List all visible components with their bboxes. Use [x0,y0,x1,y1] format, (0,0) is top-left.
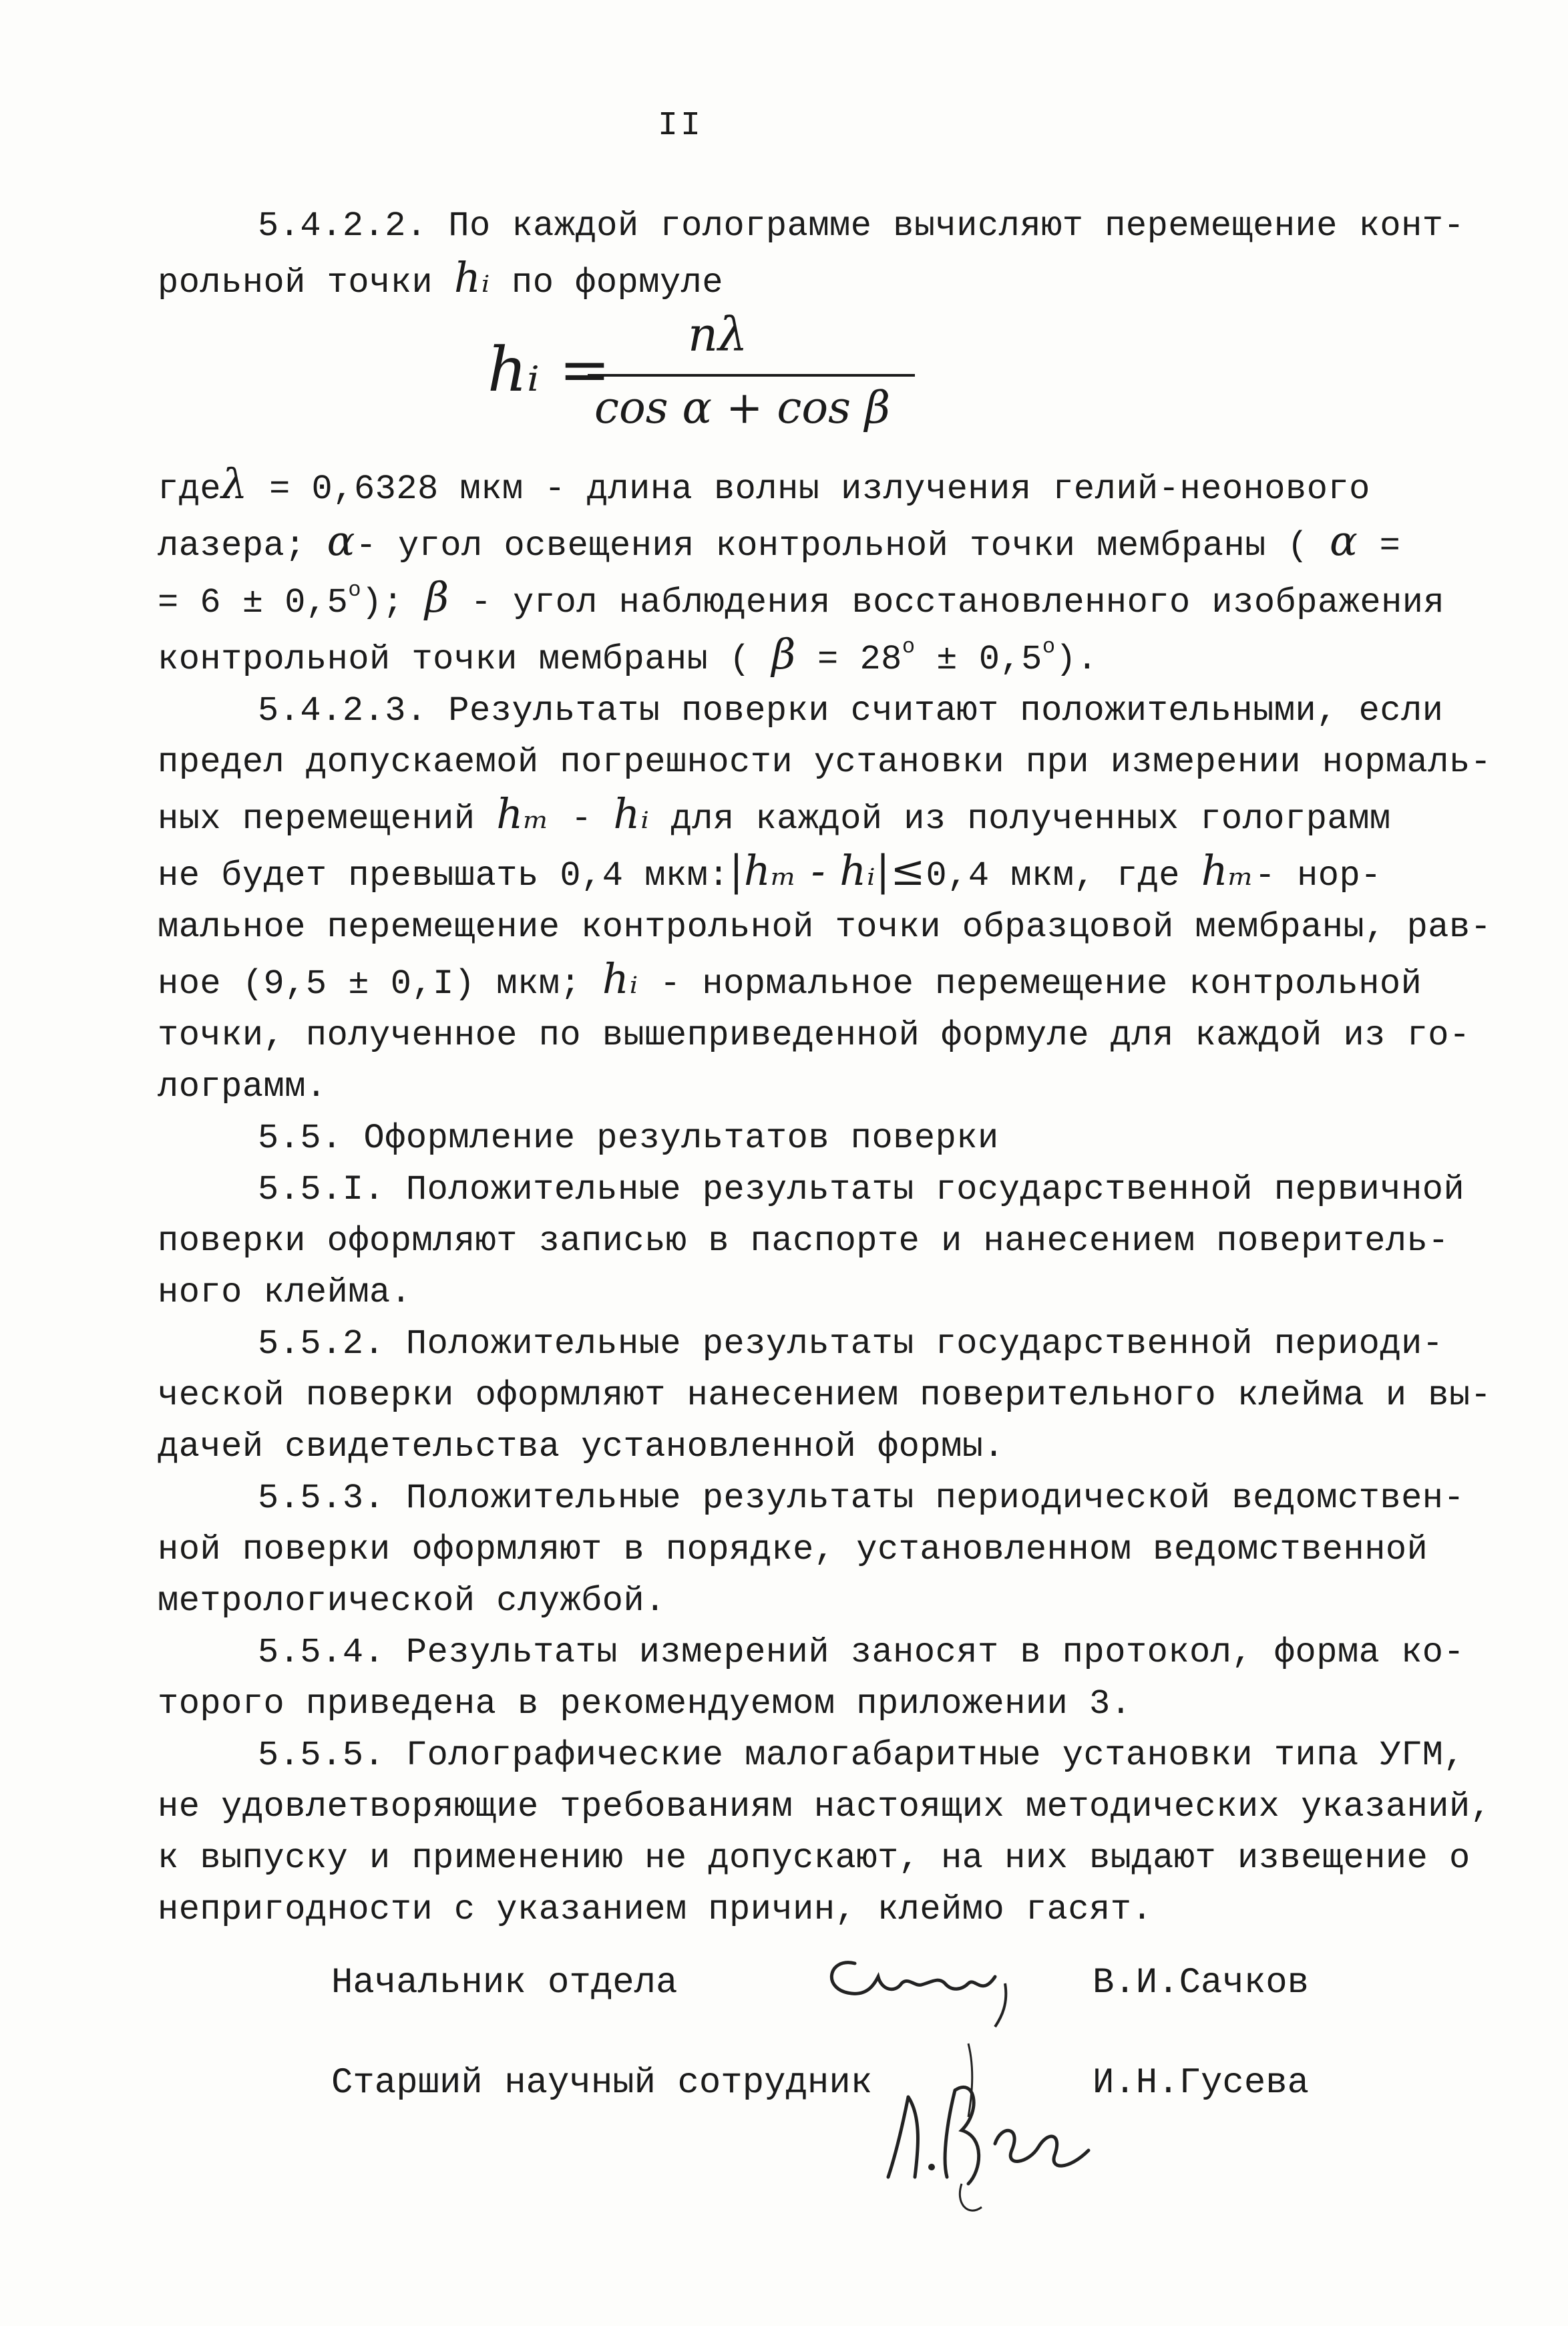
h-i-symbol: hᵢ [453,253,491,302]
paragraph-line: ного клейма. [158,1273,412,1312]
paragraph-line: ной поверки оформляют в порядке, установленном ведомственной [158,1530,1428,1569]
paragraph-line: = $6 \pm 0,5^o$); β - угол наблюдения восстановленного изображения [158,573,1445,622]
paragraph-line: непригодности с указанием причин, клеймо гасят. [158,1890,1153,1929]
paragraph-line: 5.5.2. Положительные результаты государственной периоди- [258,1324,1444,1364]
formula-numerator: nλ [688,307,748,362]
paragraph-line: 5.5.I. Положительные результаты государственной первичной [258,1170,1465,1209]
signature-row-researcher [331,2057,1333,2117]
paragraph-line: 5.5.5. Голографические малогабаритные установки типа УГМ, [258,1736,1465,1775]
paragraph-line: предел допускаемой погрешности установки при измерении нормаль- [158,743,1492,782]
paragraph-line: гдеλ = 0,6328 мкм - длина волны излучения гелий-неонового [158,459,1370,509]
paragraph-line: не удовлетворяющие требованиям настоящих методических указаний, [158,1787,1492,1826]
paragraph-line: метрологической службой. [158,1581,666,1621]
section-heading: 5.5. Оформление результатов поверки [258,1119,999,1158]
section-body [158,458,1492,1935]
formula-lhs: hᵢ = [487,334,611,405]
paragraph-line: мальное перемещение контрольной точки образцовой мембраны, рав- [158,908,1492,947]
paragraph-line: ных перемещений hₘ - hᵢ для каждой из полученных голограмм [158,789,1391,839]
paragraph-line: лазера; α- угол освещения контрольной точки мембраны ( α = [158,516,1401,566]
paragraph-line: ческой поверки оформляют нанесением поверительного клейма и вы- [158,1376,1492,1415]
formula-denominator: cos α + cos β [594,382,891,433]
paragraph-line: контрольной точки мембраны ( $\beta = 28^o \pm 0,5^o$). [158,630,1098,679]
paragraph-line: торого приведена в рекомендуемом приложении 3. [158,1684,1132,1724]
page-number: II [658,107,704,145]
fraction-bar [588,374,915,377]
signatory-role: Начальник отдела [331,1963,678,2003]
handwritten-signature-2 [868,2017,1162,2217]
section-5-4-2-2 [158,200,1465,309]
displacement-formula [487,307,968,441]
paragraph-line: лограмм. [158,1067,327,1107]
signatory-role: Старший научный сотрудник [331,2063,873,2104]
paragraph-line: 5.5.3. Положительные результаты периодической ведомствен- [258,1479,1465,1518]
paragraph-line: поверки оформляют записью в паспорте и нанесением поверитель- [158,1221,1450,1261]
paragraph-line: 5.5.4. Результаты измерений заносят в протокол, форма ко- [258,1633,1465,1672]
paragraph-line: ное (9,5 ± 0,I) мкм; hᵢ - нормальное перемещение контрольной [158,954,1422,1004]
paragraph-line: не будет превышать 0,4 мкм:|hₘ - hᵢ|≤0,4 мкм, где hₘ- нор- [158,846,1382,896]
paragraph-line: 5.4.2.3. Результаты поверки считают положительными, если [258,691,1444,731]
paragraph-line: дачей свидетельства установленной формы. [158,1427,1005,1467]
signatory-name: В.И.Сачков [1093,1963,1310,2003]
paragraph-line: 5.4.2.2. По каждой голограмме вычисляют перемещение конт- [258,206,1465,246]
paragraph-line: рольной точки hᵢ по формуле [158,253,724,303]
handwritten-signature-1 [815,1937,1055,2030]
paragraph-line: к выпуску и применению не допускают, на них выдают извещение о [158,1838,1471,1878]
signatory-name: И.Н.Гусева [1093,2063,1310,2104]
paragraph-line: точки, полученное по вышеприведенной формуле для каждой из го- [158,1016,1471,1055]
